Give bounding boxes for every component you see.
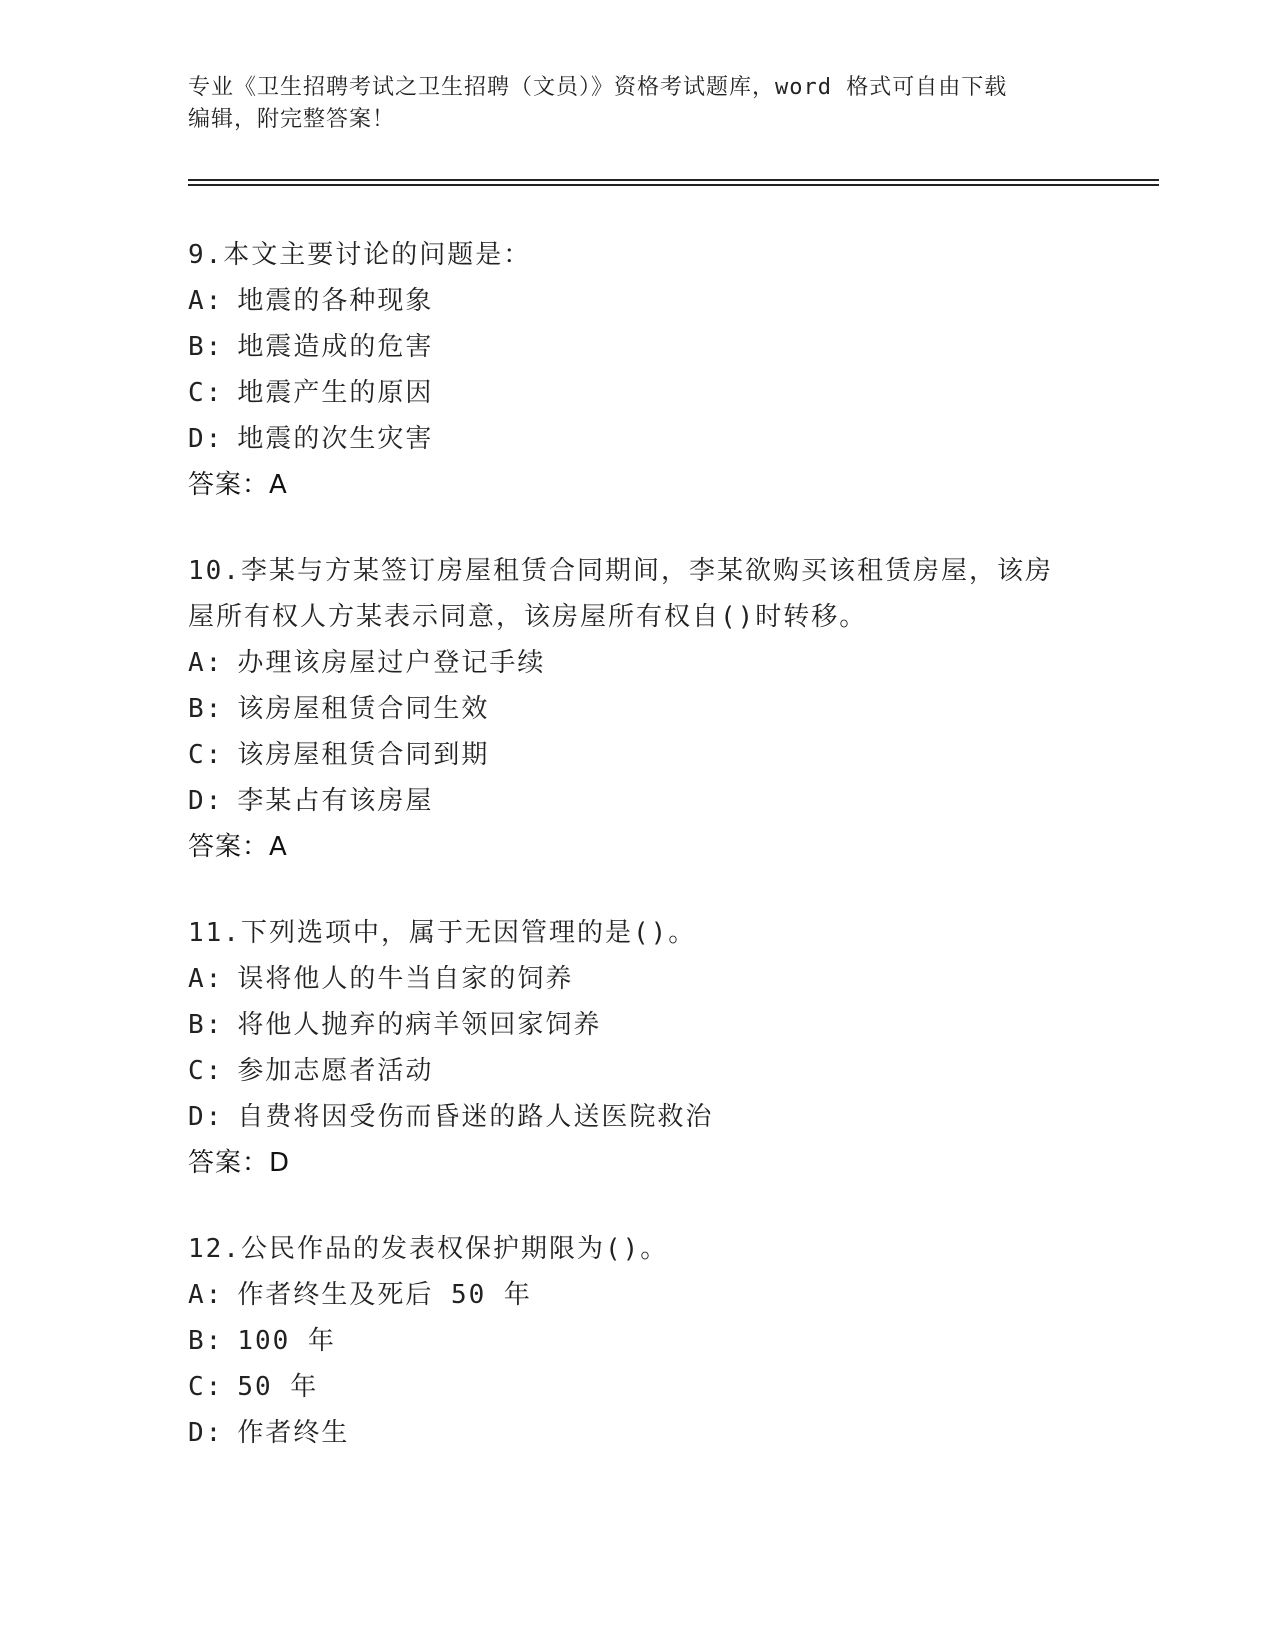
option-text: 将他人抛弃的病羊领回家饲养: [237, 1010, 602, 1040]
option-label: C:: [188, 378, 224, 408]
option-label: B:: [188, 1326, 224, 1356]
answer-key: 答案：D: [188, 1148, 291, 1178]
answer-option: [188, 732, 1088, 778]
option-text: 办理该房屋过户登记手续: [237, 648, 546, 678]
option-label: A:: [188, 648, 224, 678]
answer-option: [188, 1318, 1088, 1364]
option-label: C:: [188, 740, 224, 770]
option-label: C:: [188, 1056, 224, 1086]
option-label: A:: [188, 964, 224, 994]
option-label: C:: [188, 1372, 224, 1402]
answer-option: [188, 1272, 1088, 1318]
question-stem: 10.李某与方某签订房屋租赁合同期间，李某欲购买该租赁房屋，该房: [188, 556, 1053, 586]
answer-key: 答案：A: [188, 470, 288, 500]
option-text: 误将他人的牛当自家的饲养: [237, 964, 574, 994]
option-text: 50 年: [237, 1372, 319, 1402]
header-line-2: 编辑，附完整答案！: [188, 107, 396, 132]
question-block: [188, 1226, 1088, 1456]
option-text: 作者终生及死后 50 年: [237, 1280, 532, 1310]
question-block: [188, 232, 1088, 508]
option-label: B:: [188, 332, 224, 362]
answer-option: [188, 278, 1088, 324]
answer-option: [188, 416, 1088, 462]
answer-option: [188, 1364, 1088, 1410]
document-header: [188, 72, 1088, 136]
option-text: 李某占有该房屋: [237, 786, 434, 816]
option-text: 自费将因受伤而昏迷的路人送医院救治: [237, 1102, 714, 1132]
option-text: 100 年: [237, 1326, 336, 1356]
header-divider-bottom: [188, 184, 1159, 186]
question-stem: 12.公民作品的发表权保护期限为()。: [188, 1234, 669, 1264]
option-text: 作者终生: [237, 1418, 350, 1448]
option-label: B:: [188, 694, 224, 724]
option-label: A:: [188, 286, 224, 316]
question-stem: 9.本文主要讨论的问题是：: [188, 240, 532, 270]
answer-option: [188, 1002, 1088, 1048]
question-block: [188, 910, 1088, 1186]
option-text: 地震产生的原因: [237, 378, 434, 408]
question-stem: 11.下列选项中，属于无因管理的是()。: [188, 918, 697, 948]
option-label: A:: [188, 1280, 224, 1310]
option-text: 该房屋租赁合同到期: [237, 740, 490, 770]
option-label: D:: [188, 1418, 224, 1448]
question-stem: 屋所有权人方某表示同意，该房屋所有权自()时转移。: [188, 602, 868, 632]
header-line-1: 专业《卫生招聘考试之卫生招聘（文员）》资格考试题库，word 格式可自由下载: [188, 75, 1008, 100]
question-block: [188, 548, 1088, 870]
option-text: 地震的各种现象: [237, 286, 434, 316]
answer-option: [188, 370, 1088, 416]
answer-option: [188, 324, 1088, 370]
answer-option: [188, 686, 1088, 732]
answer-option: [188, 778, 1088, 824]
answer-option: [188, 1048, 1088, 1094]
option-label: D:: [188, 424, 224, 454]
answer-option: [188, 956, 1088, 1002]
answer-option: [188, 640, 1088, 686]
option-text: 参加志愿者活动: [237, 1056, 434, 1086]
answer-option: [188, 1094, 1088, 1140]
option-label: D:: [188, 1102, 224, 1132]
option-label: D:: [188, 786, 224, 816]
option-text: 该房屋租赁合同生效: [237, 694, 490, 724]
question-list: [188, 232, 1088, 1496]
option-text: 地震造成的危害: [237, 332, 434, 362]
header-divider-top: [188, 179, 1159, 181]
option-text: 地震的次生灾害: [237, 424, 434, 454]
option-label: B:: [188, 1010, 224, 1040]
answer-key: 答案：A: [188, 832, 288, 862]
answer-option: [188, 1410, 1088, 1456]
